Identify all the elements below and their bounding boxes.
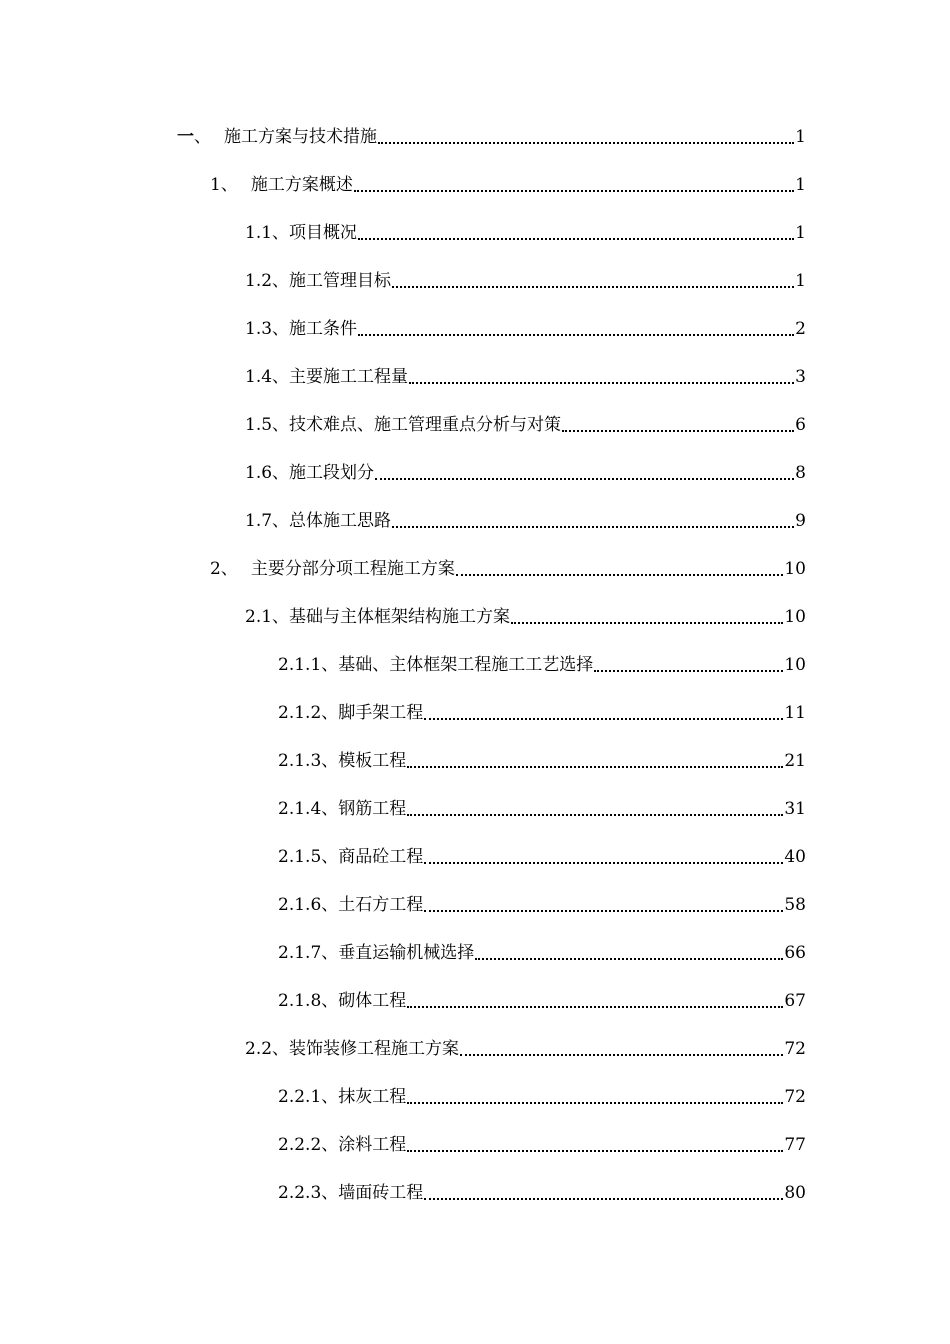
toc-entry-number: 2.1.1 [278,655,322,675]
toc-entry-title: 项目概况 [289,223,358,243]
toc-entry-separator: 、 [321,943,339,963]
toc-entry-number: 2.2.1 [278,1087,322,1107]
toc-dot-leader [358,305,794,353]
toc-dot-leader [456,545,784,593]
toc-entry-title: 施工段划分 [289,463,375,483]
toc-dot-leader [392,257,794,305]
toc-entry-page-number: 3 [795,367,806,387]
toc-entry[interactable] [245,497,806,545]
toc-entry-page-number: 72 [784,1039,806,1059]
toc-dot-leader [392,497,794,545]
toc-entry-separator: 、 [321,751,339,771]
toc-entry-separator: 、 [321,1135,339,1155]
toc-entry-number: 1.1 [245,223,273,243]
toc-entry-number: 2.1.4 [278,799,322,819]
toc-entry[interactable] [278,881,806,929]
toc-dot-leader [407,1073,783,1121]
toc-dot-leader [594,641,783,689]
toc-dot-leader [424,689,783,737]
toc-entry-number: 2.2 [245,1039,273,1059]
toc-dot-leader [460,1025,783,1073]
toc-dot-leader [409,353,794,401]
toc-entry[interactable] [245,353,806,401]
toc-entry-page-number: 31 [784,799,806,819]
toc-dot-leader [354,161,794,209]
toc-entry-page-number: 1 [795,175,806,195]
toc-dot-leader [407,1121,783,1169]
toc-entry[interactable] [245,257,806,305]
toc-entry-separator: 、 [272,367,290,387]
toc-entry[interactable] [278,737,806,785]
toc-entry[interactable] [245,401,806,449]
toc-entry-separator: 、 [272,1039,290,1059]
toc-entry[interactable] [278,977,806,1025]
toc-entry-number: 2.1 [245,607,273,627]
toc-dot-leader [511,593,783,641]
toc-entry[interactable] [278,929,806,977]
toc-entry-page-number: 80 [784,1183,806,1203]
toc-entry[interactable] [177,113,806,161]
toc-entry-number: 1.2 [245,271,273,291]
toc-dot-leader [424,881,783,929]
toc-entry-separator: 、 [194,127,211,147]
toc-dot-leader [562,401,794,449]
toc-entry-number: 1.5 [245,415,273,435]
toc-entry-title: 砌体工程 [338,991,407,1011]
toc-entry-title: 钢筋工程 [338,799,407,819]
toc-entry[interactable] [278,833,806,881]
toc-entry-title: 主要分部分项工程施工方案 [250,559,455,579]
toc-entry-number: 1.7 [245,511,273,531]
toc-entry-separator: 、 [272,223,290,243]
toc-entry-separator: 、 [321,1087,339,1107]
toc-entry-separator: 、 [321,799,339,819]
toc-entry-page-number: 72 [784,1087,806,1107]
toc-entry-page-number: 10 [784,607,806,627]
toc-entry-page-number: 77 [784,1135,806,1155]
toc-entry[interactable] [278,689,806,737]
toc-entry-number: 2.1.6 [278,895,322,915]
toc-dot-leader [407,977,783,1025]
toc-entry-number: 1.6 [245,463,273,483]
toc-entry-title: 施工条件 [289,319,358,339]
toc-entry-title: 基础与主体框架结构施工方案 [289,607,511,627]
toc-entry-number: 2.1.3 [278,751,322,771]
toc-entry-number: 2.1.8 [278,991,322,1011]
toc-entry-page-number: 11 [784,703,806,723]
toc-entry[interactable] [245,209,806,257]
toc-entry-title: 墙面砖工程 [338,1183,424,1203]
toc-entry-title: 主要施工工程量 [289,367,409,387]
toc-entry[interactable] [278,1073,806,1121]
toc-entry-page-number: 40 [784,847,806,867]
toc-entry-number: 2.1.5 [278,847,322,867]
toc-entry[interactable] [278,785,806,833]
toc-entry-number: 1 [210,175,221,195]
toc-entry-title: 涂料工程 [338,1135,407,1155]
toc-entry-number: 2 [210,559,221,579]
toc-entry[interactable] [278,1169,806,1217]
toc-dot-leader [424,833,783,881]
toc-entry-page-number: 1 [795,223,806,243]
toc-entry-separator: 、 [321,991,339,1011]
toc-entry-title: 总体施工思路 [289,511,392,531]
toc-entry[interactable] [245,1025,806,1073]
toc-entry-title: 模板工程 [338,751,407,771]
toc-entry-title: 脚手架工程 [338,703,424,723]
toc-entry-number: 1.3 [245,319,273,339]
toc-entry[interactable] [245,593,806,641]
toc-entry-page-number: 6 [795,415,806,435]
toc-entry[interactable] [245,449,806,497]
toc-entry[interactable] [210,161,806,209]
toc-entry-title: 施工方案概述 [250,175,353,195]
toc-dot-leader [358,209,794,257]
toc-entry-separator: 、 [272,319,290,339]
toc-entry[interactable] [278,641,806,689]
toc-entry-separator: 、 [272,463,290,483]
toc-dot-leader [375,449,794,497]
toc-entry-page-number: 8 [795,463,806,483]
toc-entry-page-number: 10 [784,559,806,579]
toc-entry[interactable] [278,1121,806,1169]
toc-entry-page-number: 66 [784,943,806,963]
toc-dot-leader [424,1169,783,1217]
toc-entry-separator: 、 [321,655,339,675]
toc-entry-title: 抹灰工程 [338,1087,407,1107]
toc-entry-page-number: 58 [784,895,806,915]
toc-dot-leader [407,785,783,833]
toc-entry-title: 商品砼工程 [338,847,424,867]
toc-entry-page-number: 10 [784,655,806,675]
toc-entry-title: 装饰装修工程施工方案 [289,1039,460,1059]
toc-entry-title: 施工管理目标 [289,271,392,291]
toc-dot-leader [378,113,794,161]
toc-entry-number: 2.1.2 [278,703,322,723]
toc-entry-separator: 、 [321,703,339,723]
toc-dot-leader [475,929,783,977]
toc-entry-number: 一 [177,127,194,147]
toc-entry-number: 2.2.3 [278,1183,322,1203]
toc-entry-title: 垂直运输机械选择 [338,943,475,963]
toc-entry-separator: 、 [321,847,339,867]
toc-entry-title: 土石方工程 [338,895,424,915]
toc-entry-number: 2.1.7 [278,943,322,963]
toc-entry-title: 施工方案与技术措施 [224,127,377,147]
toc-dot-leader [407,737,783,785]
toc-entry-page-number: 1 [795,271,806,291]
toc-entry[interactable] [245,305,806,353]
toc-entry-separator: 、 [321,895,339,915]
toc-entry-page-number: 1 [795,127,806,147]
toc-entry-page-number: 9 [795,511,806,531]
toc-entry-number: 1.4 [245,367,273,387]
toc-entry-title: 基础、主体框架工程施工工艺选择 [338,655,594,675]
toc-entry-separator: 、 [272,415,290,435]
toc-entry-separator: 、 [220,175,238,195]
toc-entry-separator: 、 [321,1183,339,1203]
toc-entry-separator: 、 [220,559,238,579]
toc-entry-title: 技术难点、施工管理重点分析与对策 [289,415,562,435]
toc-entry[interactable] [210,545,806,593]
toc-entry-page-number: 21 [784,751,806,771]
toc-entry-separator: 、 [272,607,290,627]
toc-entry-separator: 、 [272,271,290,291]
toc-entry-number: 2.2.2 [278,1135,322,1155]
toc-entry-page-number: 67 [784,991,806,1011]
toc-entry-page-number: 2 [795,319,806,339]
toc-entry-separator: 、 [272,511,290,531]
